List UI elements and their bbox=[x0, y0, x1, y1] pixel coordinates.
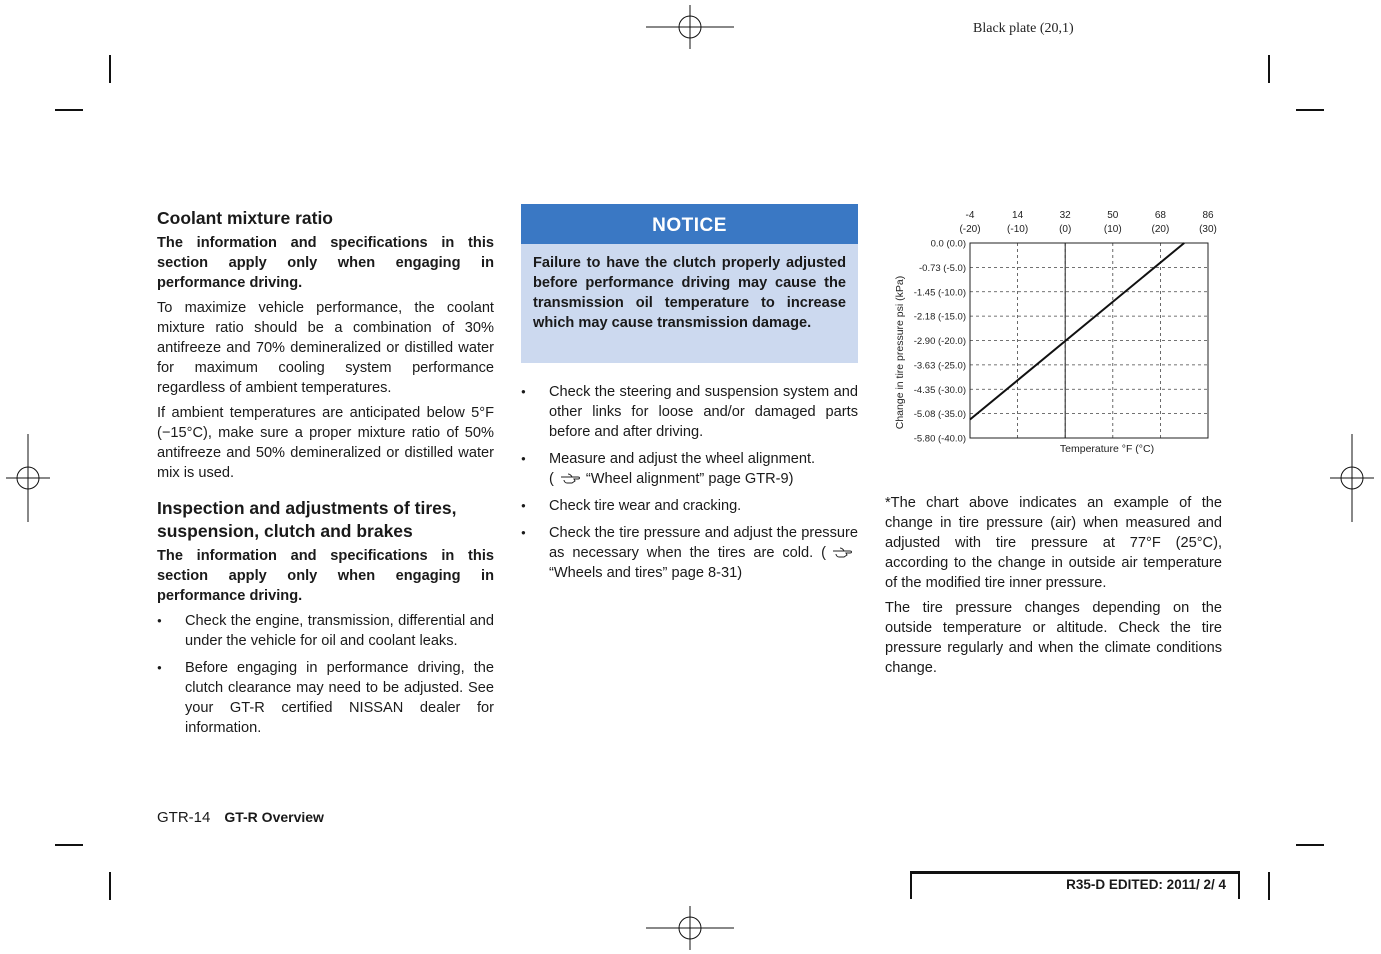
crop-mark bbox=[55, 844, 83, 846]
x-tick-label-c: (0) bbox=[1059, 224, 1072, 235]
notice-title: NOTICE bbox=[521, 204, 858, 244]
section-name: GT-R Overview bbox=[224, 809, 324, 825]
list-item bbox=[521, 449, 858, 489]
notice-box bbox=[521, 204, 858, 363]
y-tick-label: -2.18 (-15.0) bbox=[913, 311, 966, 323]
chart-caption: *The chart above indicates an example of the change in tire pressure (air) when measured and adjusted with tire pressure at 77°F (25°C), according to the change in outside air temperature of the modified tire inner pressure. bbox=[885, 495, 1222, 591]
list-item bbox=[521, 523, 858, 583]
crop-mark bbox=[109, 872, 111, 900]
list-item: ● Check the steering and suspension system and other links for loose and/or damaged parts before and after driving. bbox=[521, 382, 858, 442]
y-tick-label: -5.80 (-40.0) bbox=[913, 433, 966, 445]
x-tick-label-f: 86 bbox=[1202, 210, 1214, 221]
crop-mark bbox=[1296, 109, 1324, 111]
pointing-hand-icon bbox=[832, 546, 854, 558]
x-tick-label-c: (30) bbox=[1199, 224, 1217, 235]
y-axis-ticks bbox=[914, 239, 966, 445]
x-tick-label-f: 14 bbox=[1012, 210, 1024, 221]
crop-mark bbox=[109, 55, 111, 83]
y-tick-label: -5.08 (-35.0) bbox=[913, 409, 966, 421]
list-item: ● Check the engine, transmission, differential and under the vehicle for oil and coolant leaks. bbox=[157, 611, 494, 651]
page-footer bbox=[157, 809, 324, 826]
x-tick-label-f: -4 bbox=[965, 210, 975, 221]
list-item-text: ( bbox=[549, 471, 554, 487]
cross-reference-link[interactable]: “Wheels and tires” page 8-31) bbox=[549, 565, 743, 581]
x-tick-label-c: (-20) bbox=[959, 224, 981, 235]
x-tick-label-c: (20) bbox=[1151, 224, 1170, 235]
bullet-list bbox=[157, 611, 494, 738]
y-tick-label: -3.63 (-25.0) bbox=[913, 360, 966, 372]
left-column bbox=[157, 207, 494, 745]
crop-mark bbox=[1268, 872, 1270, 900]
list-item-text: Measure and adjust the wheel alignment. bbox=[549, 451, 816, 467]
paragraph: To maximize vehicle performance, the coolant mixture ratio should be a combination of 30% antifreeze and 70% demineralized or distilled water for maximum cooling system performance regardless of ambient temperatures. bbox=[157, 300, 494, 396]
notice-text: Failure to have the clutch properly adjusted before performance driving may cause the transmission oil temperature to increase which may cause transmission damage. bbox=[533, 255, 846, 331]
list-item: ● Before engaging in performance driving, the clutch clearance may need to be adjusted. See your GT-R certified NISSAN dealer for information. bbox=[157, 658, 494, 738]
chart-frame bbox=[970, 243, 1208, 438]
edited-stamp bbox=[910, 871, 1240, 899]
page-number: GTR-14 bbox=[157, 809, 211, 826]
performance-note: The information and specifications in this section apply only when engaging in performance driving. bbox=[157, 548, 494, 604]
crop-mark bbox=[55, 109, 83, 111]
y-tick-label: -4.35 (-30.0) bbox=[913, 384, 966, 396]
paragraph: The tire pressure changes depending on the outside temperature or altitude. Check the tire pressure regularly and when the climate conditions change. bbox=[885, 600, 1222, 676]
registration-mark-icon bbox=[646, 5, 734, 49]
bullet-list bbox=[521, 382, 858, 583]
registration-mark-icon bbox=[1330, 434, 1374, 522]
list-item: ● Check tire wear and cracking. bbox=[521, 496, 858, 516]
performance-note: The information and specifications in this section apply only when engaging in performance driving. bbox=[157, 235, 494, 291]
chart-series bbox=[970, 243, 1184, 420]
section-heading: Coolant mixture ratio bbox=[157, 208, 333, 228]
x-tick-label-c: (10) bbox=[1103, 224, 1122, 235]
pointing-hand-icon bbox=[560, 472, 582, 484]
registration-mark-icon bbox=[6, 434, 50, 522]
y-tick-label: -1.45 (-10.0) bbox=[913, 287, 966, 299]
x-axis-ticks bbox=[959, 210, 1216, 235]
edited-date: R35-D EDITED: 2011/ 2/ 4 bbox=[1066, 877, 1226, 892]
list-item-text: Check the tire pressure and adjust the pressure as necessary when the tires are cold. ( bbox=[549, 525, 858, 561]
right-column bbox=[885, 493, 1222, 683]
paragraph: If ambient temperatures are anticipated below 5°F (−15°C), make sure a proper mixture ratio of 50% antifreeze and 50% demineralized or distilled water mix is used. bbox=[157, 405, 494, 481]
cross-reference-link[interactable]: “Wheel alignment” page GTR-9) bbox=[585, 471, 794, 487]
plate-label: Black plate (20,1) bbox=[973, 21, 1074, 36]
series-line bbox=[970, 243, 1184, 420]
crop-mark bbox=[1268, 55, 1270, 83]
y-tick-label: -0.73 (-5.0) bbox=[919, 262, 966, 274]
chart-grid bbox=[970, 243, 1208, 438]
tire-pressure-chart bbox=[885, 205, 1225, 460]
crop-mark bbox=[1296, 844, 1324, 846]
middle-column bbox=[521, 382, 858, 590]
x-axis-label: Temperature °F (°C) bbox=[1059, 443, 1155, 455]
y-axis-label: Change in tire pressure psi (kPa) bbox=[894, 275, 906, 430]
y-tick-label: -2.90 (-20.0) bbox=[913, 336, 966, 347]
section-heading: Inspection and adjustments of tires, suspension, clutch and brakes bbox=[157, 498, 457, 541]
x-tick-label-f: 50 bbox=[1107, 210, 1119, 221]
y-tick-label: 0.0 (0.0) bbox=[930, 238, 966, 250]
x-tick-label-f: 32 bbox=[1059, 210, 1071, 221]
x-tick-label-c: (-10) bbox=[1007, 224, 1029, 235]
x-tick-label-f: 68 bbox=[1154, 210, 1166, 221]
registration-mark-icon bbox=[646, 906, 734, 950]
